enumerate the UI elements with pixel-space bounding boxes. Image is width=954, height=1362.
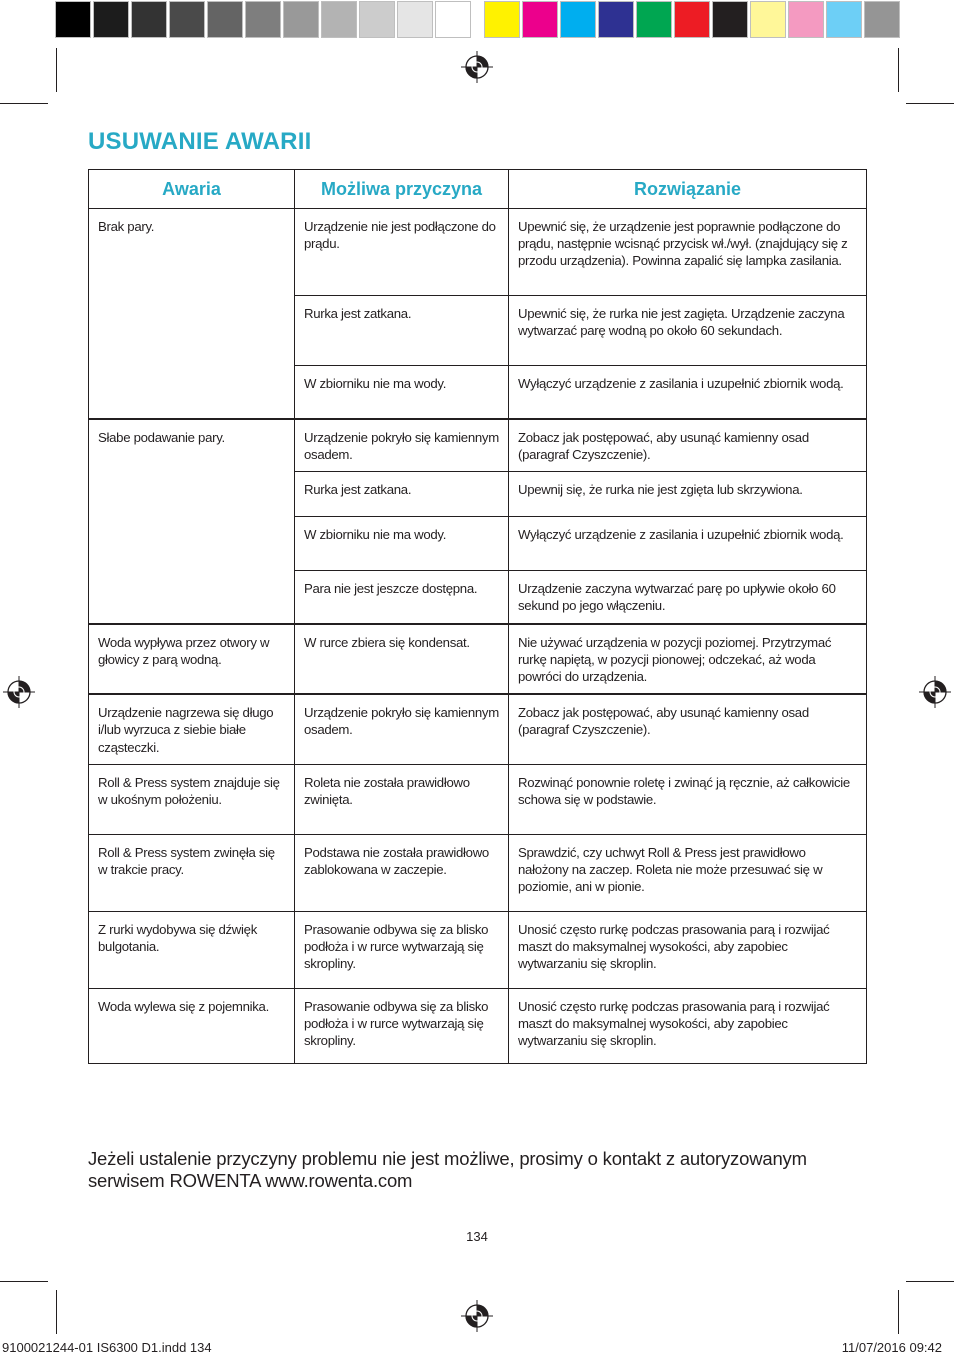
solution-cell: Wyłączyć urządzenie z zasilania i uzupełnić zbiornik wodą. xyxy=(509,366,867,419)
column-header-problem: Awaria xyxy=(89,170,295,209)
troubleshooting-table xyxy=(88,169,867,1064)
cause-cell: Podstawa nie została prawidłowo zablokowana w zaczepie. xyxy=(295,834,509,911)
registration-target-icon xyxy=(3,676,35,708)
color-swatch xyxy=(826,1,862,38)
table-row xyxy=(89,988,867,1063)
solution-cell: Nie używać urządzenia w pozycji poziomej. Przytrzymać rurkę napiętą, w pozycji pionowej; odczekać, aż woda powróci do urządzenia. xyxy=(509,624,867,695)
cause-cell: Prasowanie odbywa się za blisko podłoża i w rurce wytwarzają się skropliny. xyxy=(295,988,509,1063)
color-swatch xyxy=(321,1,357,38)
color-swatch xyxy=(522,1,558,38)
table-row xyxy=(89,209,867,296)
solution-cell: Unosić często rurkę podczas prasowania parą i rozwijać maszt do maksymalnej wysokości, aby zapobiec wytwarzaniu się skroplin. xyxy=(509,988,867,1063)
table-body xyxy=(89,209,867,1064)
color-swatch xyxy=(207,1,243,38)
color-swatch xyxy=(283,1,319,38)
problem-cell: Roll & Press system znajduje się w ukośnym położeniu. xyxy=(89,764,295,834)
cause-cell: Rurka jest zatkana. xyxy=(295,296,509,366)
color-swatch xyxy=(397,1,433,38)
solution-cell: Wyłączyć urządzenie z zasilania i uzupełnić zbiornik wodą. xyxy=(509,517,867,571)
color-swatch xyxy=(750,1,786,38)
solution-cell: Urządzenie zaczyna wytwarzać parę po upływie około 60 sekund po jego włączeniu. xyxy=(509,571,867,624)
cause-cell: Urządzenie pokryło się kamiennym osadem. xyxy=(295,419,509,472)
date-slug: 11/07/2016 09:42 xyxy=(841,1340,942,1355)
problem-cell: Woda wylewa się z pojemnika. xyxy=(89,988,295,1063)
cause-cell: W zbiorniku nie ma wody. xyxy=(295,517,509,571)
gray-color-bar xyxy=(55,1,473,38)
color-swatch xyxy=(712,1,748,38)
crop-mark xyxy=(0,103,48,104)
column-header-solution: Rozwiązanie xyxy=(509,170,867,209)
color-swatch xyxy=(359,1,395,38)
support-note: Jeżeli ustalenie przyczyny problemu nie jest możliwe, prosimy o kontakt z autoryzowanym serwisem ROWENTA www.rowenta.com xyxy=(88,1148,807,1191)
color-swatch xyxy=(484,1,520,38)
color-swatch xyxy=(169,1,205,38)
cause-cell: Roleta nie została prawidłowo zwinięta. xyxy=(295,764,509,834)
solution-cell: Unosić często rurkę podczas prasowania parą i rozwijać maszt do maksymalnej wysokości, aby zapobiec wytwarzaniu się skroplin. xyxy=(509,911,867,988)
solution-cell: Rozwinąć ponownie roletę i zwinąć ją ręcznie, aż całkowicie schowa się w podstawie. xyxy=(509,764,867,834)
crop-mark xyxy=(0,1281,48,1282)
color-swatch xyxy=(788,1,824,38)
color-swatch xyxy=(636,1,672,38)
problem-cell: Roll & Press system zwinęła się w trakcie pracy. xyxy=(89,834,295,911)
solution-cell: Upewnij się, że rurka nie jest zgięta lub skrzywiona. xyxy=(509,472,867,517)
registration-target-icon xyxy=(461,51,493,83)
cause-cell: Para nie jest jeszcze dostępna. xyxy=(295,571,509,624)
table-row xyxy=(89,694,867,764)
color-swatch xyxy=(674,1,710,38)
solution-cell: Zobacz jak postępować, aby usunąć kamienny osad (paragraf Czyszczenie). xyxy=(509,419,867,472)
table-row xyxy=(89,834,867,911)
cause-cell: Rurka jest zatkana. xyxy=(295,472,509,517)
solution-cell: Upewnić się, że rurka nie jest zagięta. Urządzenie zaczyna wytwarzać parę wodną po około 60 sekundach. xyxy=(509,296,867,366)
table-row xyxy=(89,911,867,988)
crop-mark xyxy=(906,1281,954,1282)
color-swatch xyxy=(560,1,596,38)
table-header-row xyxy=(89,170,867,209)
color-swatch xyxy=(864,1,900,38)
cause-cell: W zbiorniku nie ma wody. xyxy=(295,366,509,419)
table-row xyxy=(89,419,867,472)
table-row xyxy=(89,764,867,834)
cause-cell: Urządzenie nie jest podłączone do prądu. xyxy=(295,209,509,296)
crop-mark xyxy=(56,48,57,92)
color-swatch xyxy=(55,1,91,38)
cause-cell: W rurce zbiera się kondensat. xyxy=(295,624,509,695)
color-swatch xyxy=(131,1,167,38)
color-swatch xyxy=(435,1,471,38)
column-header-cause: Możliwa przyczyna xyxy=(295,170,509,209)
problem-cell: Woda wypływa przez otwory w głowicy z parą wodną. xyxy=(89,624,295,695)
process-color-bar xyxy=(484,1,902,38)
cause-cell: Urządzenie pokryło się kamiennym osadem. xyxy=(295,694,509,764)
color-swatch xyxy=(93,1,129,38)
cause-cell: Prasowanie odbywa się za blisko podłoża i w rurce wytwarzają się skropliny. xyxy=(295,911,509,988)
problem-cell: Słabe podawanie pary. xyxy=(89,419,295,624)
registration-target-icon xyxy=(461,1300,493,1332)
color-swatch xyxy=(598,1,634,38)
crop-mark xyxy=(898,48,899,92)
crop-mark xyxy=(906,103,954,104)
table-row xyxy=(89,624,867,695)
solution-cell: Sprawdzić, czy uchwyt Roll & Press jest prawidłowo nałożony na zaczep. Roleta nie może przesuwać się w poziomie, ani w pionie. xyxy=(509,834,867,911)
registration-target-icon xyxy=(919,676,951,708)
page-number: 134 xyxy=(466,1229,488,1244)
problem-cell: Urządzenie nagrzewa się długo i/lub wyrzuca z siebie białe cząsteczki. xyxy=(89,694,295,764)
color-swatch xyxy=(245,1,281,38)
crop-mark xyxy=(898,1290,899,1334)
problem-cell: Z rurki wydobywa się dźwięk bulgotania. xyxy=(89,911,295,988)
solution-cell: Zobacz jak postępować, aby usunąć kamienny osad (paragraf Czyszczenie). xyxy=(509,694,867,764)
problem-cell: Brak pary. xyxy=(89,209,295,419)
crop-mark xyxy=(56,1290,57,1334)
solution-cell: Upewnić się, że urządzenie jest poprawnie podłączone do prądu, następnie wcisnąć przycisk wł./wył. (znajdujący się z przodu urządzenia). Powinna zapalić się lampka zasilania. xyxy=(509,209,867,296)
page-title: USUWANIE AWARII xyxy=(88,128,312,155)
file-slug: 9100021244-01 IS6300 D1.indd 134 xyxy=(2,1340,212,1355)
